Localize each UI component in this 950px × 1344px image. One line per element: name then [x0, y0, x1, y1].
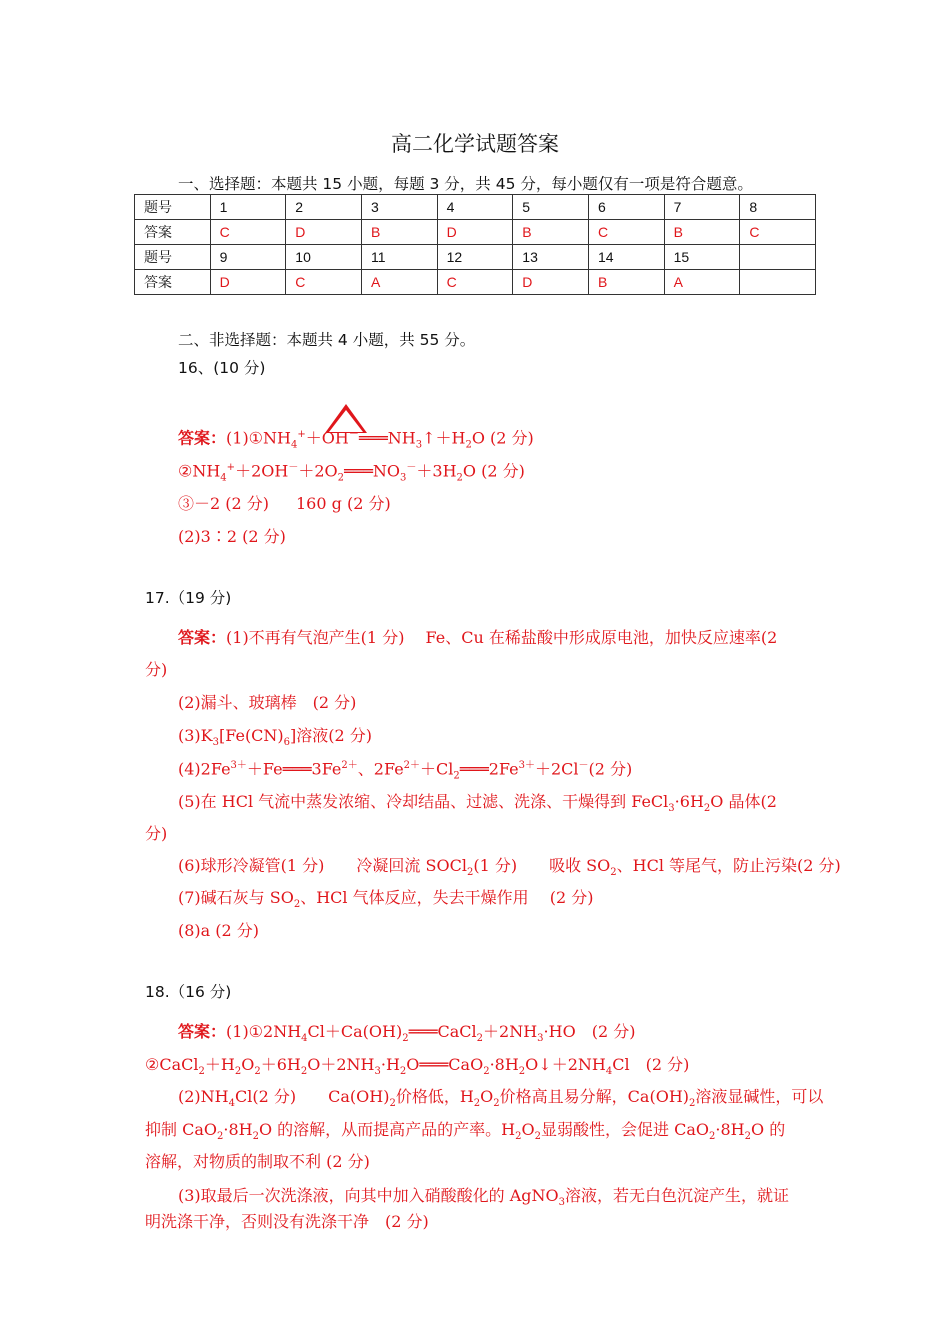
q17-line6: (6)球形冷凝管(1 分) 冷凝回流 SOCl$_2$(1 分) 吸收 $SO_2$、HCl 等尾气，防止污染(2 分) — [178, 856, 841, 879]
q16-heading: 16、(10 分) — [178, 359, 266, 377]
q18-line4: 抑制 $CaO_2\cdot 8H_2O$ 的溶解，从而提高产品的产率。$H_2O_2$显弱酸性，会促进 $CaO_2\cdot 8H_2O$ 的 — [145, 1120, 786, 1143]
q16-line2: $②NH_4^++2OH^-+2O_2═══NO_3^-+3H_2O$ (2 分) — [178, 461, 525, 484]
q16-line1: 答案：$(1)①NH_4^++OH^-═══NH_3↑+H_2O$ (2 分) — [178, 428, 534, 451]
question-number: 15 — [664, 245, 740, 270]
q17-line2: (2)漏斗、玻璃棒 (2 分) — [178, 693, 357, 712]
answer-cell: D — [210, 270, 286, 295]
q18-line2: $②CaCl_2+H_2O_2+6H_2O+2NH_3\cdot H_2O═══CaO_2\cdot 8H_2O↓+2NH_4Cl$ (2 分) — [145, 1055, 690, 1078]
q17-line5b: 分) — [145, 824, 168, 843]
row-label: 题号 — [135, 245, 211, 270]
question-number: 5 — [513, 195, 589, 220]
question-number: 7 — [664, 195, 740, 220]
table-row — [135, 270, 816, 295]
row-label: 题号 — [135, 195, 211, 220]
section2-heading: 二、非选择题：本题共 4 小题，共 55 分。 — [178, 331, 476, 349]
answer-cell: B — [361, 220, 437, 245]
q17-line4: $(4)2Fe^{3+}+Fe═══3Fe^{2+}$、$2Fe^{2+}+Cl_2═══2Fe^{3+}+2Cl^-(2$ 分) — [178, 759, 633, 782]
table-row — [135, 220, 816, 245]
table-row — [135, 195, 816, 220]
answer-cell: D — [513, 270, 589, 295]
question-number: 12 — [437, 245, 513, 270]
answer-label: 答案： — [178, 1022, 227, 1041]
q16-line3a: ③－2 (2 分) — [178, 494, 270, 513]
answer-cell: A — [664, 270, 740, 295]
q17-line1: 答案：(1)不再有气泡产生(1 分) Fe、Cu 在稀盐酸中形成原电池，加快反应速率(2 — [178, 628, 778, 647]
answer-cell: D — [437, 220, 513, 245]
answer-label: 答案： — [178, 428, 227, 448]
question-number: 2 — [286, 195, 362, 220]
question-number — [740, 245, 816, 270]
answer-cell: B — [513, 220, 589, 245]
table-row — [135, 245, 816, 270]
question-number: 4 — [437, 195, 513, 220]
answer-cell: B — [588, 270, 664, 295]
answer-cell: A — [361, 270, 437, 295]
q17-line3: $(3)K_3[Fe(CN)_6]$溶液(2 分) — [178, 726, 373, 749]
question-number: 13 — [513, 245, 589, 270]
question-number: 1 — [210, 195, 286, 220]
row-label: 答案 — [135, 270, 211, 295]
q18-heading: 18.（16 分) — [145, 983, 232, 1001]
answer-cell: C — [210, 220, 286, 245]
q17-line8: (8)a (2 分) — [178, 921, 260, 940]
q18-line3: $(2)NH_4Cl(2$ 分) $Ca(OH)_2$价格低，$H_2O_2$价格高且易分解，$Ca(OH)_2$溶液显碱性，可以 — [178, 1087, 824, 1110]
q17-line5: (5)在 HCl 气流中蒸发浓缩、冷却结晶、过滤、洗涤、干燥得到 $FeCl_3\cdot 6H_2O$ 晶体(2 — [178, 792, 777, 815]
question-number: 14 — [588, 245, 664, 270]
question-number: 8 — [740, 195, 816, 220]
question-number: 9 — [210, 245, 286, 270]
answer-cell: C — [437, 270, 513, 295]
question-number: 3 — [361, 195, 437, 220]
q18-line5: 溶解，对物质的制取不利 (2 分) — [145, 1152, 370, 1171]
row-label: 答案 — [135, 220, 211, 245]
answer-cell: B — [664, 220, 740, 245]
q17-heading: 17.（19 分) — [145, 589, 232, 607]
answer-cell — [740, 270, 816, 295]
answer-table — [134, 194, 816, 295]
q16-line4: (2)3∶2 (2 分) — [178, 527, 286, 546]
q18-line1: 答案：$(1)①2NH_4Cl+Ca(OH)_2═══CaCl_2+2NH_3\cdot HO$ (2 分) — [178, 1022, 636, 1045]
q18-line6: (3)取最后一次洗涤液，向其中加入硝酸酸化的 AgNO$_3$溶液，若无白色沉淀产生，就证 — [178, 1186, 790, 1209]
q17-line1b: 分) — [145, 660, 168, 679]
q16-line3b: 160 g (2 分) — [296, 494, 391, 513]
answer-cell: D — [286, 220, 362, 245]
answer-label: 答案： — [178, 628, 227, 647]
answer-cell: C — [740, 220, 816, 245]
answer-cell: C — [286, 270, 362, 295]
question-number: 6 — [588, 195, 664, 220]
question-number: 11 — [361, 245, 437, 270]
q18-line7: 明洗涤干净，否则没有洗涤干净 (2 分) — [145, 1212, 429, 1231]
question-number: 10 — [286, 245, 362, 270]
answer-cell: C — [588, 220, 664, 245]
q17-line7: (7)碱石灰与 $SO_2$、HCl 气体反应，失去干燥作用 (2 分) — [178, 888, 594, 911]
page-title: 高二化学试题答案 — [391, 132, 559, 156]
section1-heading: 一、选择题：本题共 15 小题，每题 3 分，共 45 分，每小题仅有一项是符合题意。 — [178, 175, 753, 193]
